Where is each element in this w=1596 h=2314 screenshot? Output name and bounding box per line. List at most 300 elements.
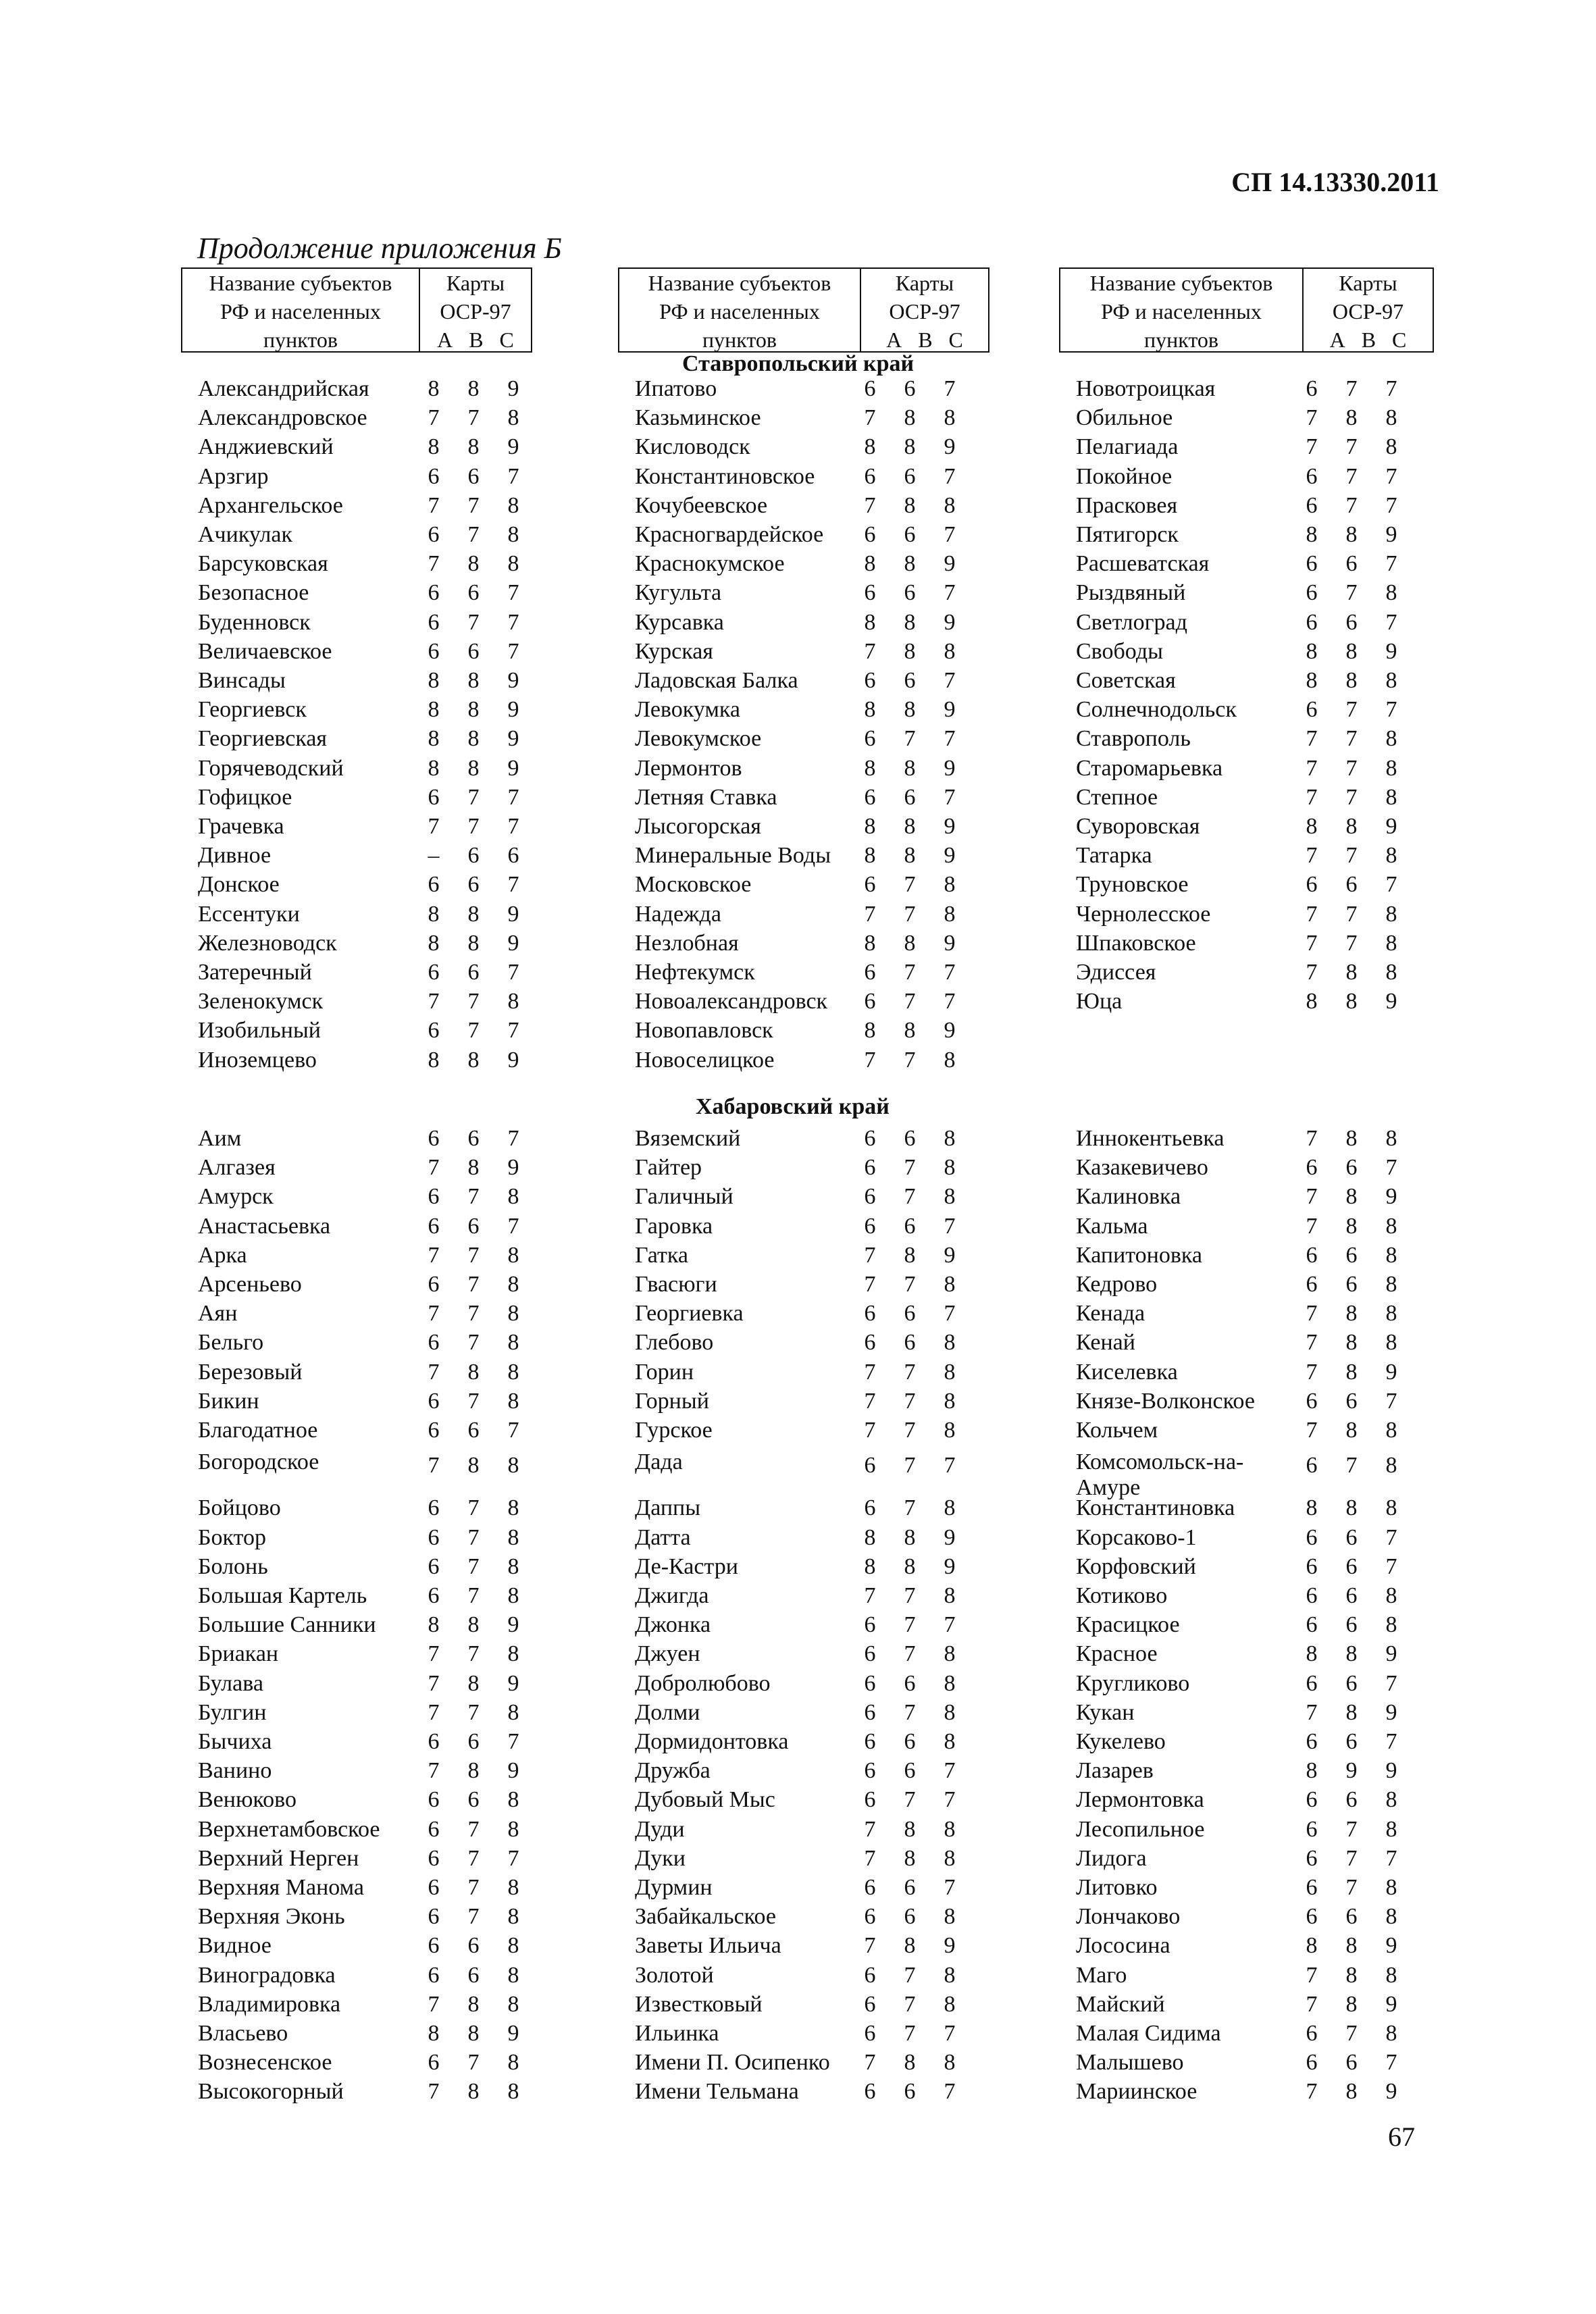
intensity-a: 6 — [864, 1729, 876, 1754]
intensity-a: 6 — [1306, 1524, 1318, 1550]
table-row — [181, 374, 532, 403]
intensity-a: 6 — [864, 1962, 876, 1988]
intensity-b: 8 — [904, 1553, 916, 1579]
settlement-name: Кочубеевское — [635, 492, 768, 518]
settlement-name: Затеречный — [198, 960, 312, 985]
intensity-b: 7 — [904, 1418, 916, 1443]
intensity-c: 7 — [507, 1418, 519, 1443]
intensity-c: 8 — [944, 1699, 956, 1725]
header-map-letter: C — [1392, 328, 1407, 352]
intensity-a: 7 — [864, 1388, 876, 1414]
intensity-b: 7 — [904, 1155, 916, 1181]
intensity-b: 6 — [1345, 872, 1358, 898]
settlement-name: Покойное — [1076, 463, 1173, 489]
table-row — [618, 1669, 989, 1698]
intensity-b: 6 — [1345, 1242, 1358, 1268]
table-row — [1059, 1552, 1434, 1581]
header-name-cell — [182, 269, 420, 351]
settlement-name: Казьминское — [635, 405, 761, 431]
settlement-name: Горный — [635, 1388, 709, 1414]
intensity-c: 7 — [944, 2079, 956, 2105]
table-row — [1059, 1182, 1434, 1211]
intensity-b: 7 — [467, 784, 480, 810]
intensity-a: 6 — [864, 1787, 876, 1813]
intensity-a: 6 — [1306, 1155, 1318, 1181]
intensity-c: 7 — [1385, 376, 1397, 401]
intensity-c: 9 — [944, 930, 956, 956]
intensity-c: 8 — [507, 1875, 519, 1900]
intensity-b: 7 — [904, 989, 916, 1014]
intensity-b: 7 — [467, 1184, 480, 1210]
intensity-b: 6 — [904, 376, 916, 401]
intensity-b: 8 — [467, 755, 480, 781]
intensity-b: 6 — [904, 522, 916, 547]
page-number: 67 — [1388, 2122, 1415, 2152]
table-row — [618, 783, 989, 812]
settlement-name: Верхний Нерген — [198, 1845, 359, 1871]
table-row — [618, 462, 989, 491]
intensity-c: 9 — [1385, 1758, 1397, 1784]
intensity-b: 7 — [467, 1553, 480, 1579]
intensity-b: 8 — [467, 1670, 480, 1696]
table-row — [618, 637, 989, 666]
intensity-a: 7 — [1306, 960, 1318, 985]
settlement-name: Светлоград — [1076, 609, 1187, 635]
intensity-c: 7 — [1385, 492, 1397, 518]
header-map-letter: A — [1329, 328, 1345, 352]
settlement-name: Казакевичево — [1076, 1155, 1208, 1181]
intensity-a: 7 — [1306, 1213, 1318, 1239]
intensity-c: 7 — [1385, 463, 1397, 489]
table-row — [618, 987, 989, 1016]
settlement-name: Летняя Ставка — [635, 784, 777, 810]
header-maps-line: ОСР-97 — [1332, 299, 1404, 324]
intensity-b: 8 — [467, 901, 480, 927]
header-abc — [420, 326, 531, 354]
intensity-b: 6 — [904, 2079, 916, 2105]
section-title-stavropol: Ставропольский край — [682, 351, 915, 376]
table-row — [1059, 724, 1434, 753]
intensity-c: 9 — [1385, 814, 1397, 839]
intensity-a: 6 — [1306, 1875, 1318, 1900]
table-row — [181, 695, 532, 724]
table-row — [618, 1727, 989, 1756]
intensity-c: 9 — [507, 1670, 519, 1696]
table-row — [181, 958, 532, 987]
intensity-c: 8 — [507, 1388, 519, 1414]
intensity-a: 6 — [1306, 1816, 1318, 1842]
settlement-name: Глебово — [635, 1330, 714, 1356]
table-row — [1059, 812, 1434, 841]
intensity-a: 6 — [1306, 1612, 1318, 1638]
settlement-name: Незлобная — [635, 930, 739, 956]
intensity-c: 8 — [507, 1453, 519, 1479]
table-row — [618, 1387, 989, 1416]
intensity-a: 7 — [428, 1670, 440, 1696]
intensity-c: 8 — [507, 1904, 519, 1930]
intensity-a: 6 — [864, 1699, 876, 1725]
intensity-c: 9 — [944, 1553, 956, 1579]
settlement-name: Дормидонтовка — [635, 1729, 789, 1754]
intensity-c: 8 — [1385, 1904, 1397, 1930]
table-row — [1059, 666, 1434, 695]
intensity-b: 8 — [1345, 1991, 1358, 2017]
intensity-a: 7 — [428, 989, 440, 1014]
intensity-b: 8 — [904, 1933, 916, 1959]
intensity-a: 6 — [428, 638, 440, 664]
header-maps-line: ОСР-97 — [889, 299, 960, 324]
intensity-a: 6 — [864, 1184, 876, 1210]
intensity-b: 7 — [467, 2050, 480, 2076]
intensity-b: 7 — [1345, 2021, 1358, 2046]
intensity-c: 8 — [507, 1816, 519, 1842]
intensity-c: 8 — [1385, 901, 1397, 927]
intensity-a: 8 — [864, 1018, 876, 1044]
settlement-name: Кукан — [1076, 1699, 1135, 1725]
table-row — [1059, 462, 1434, 491]
header-name-cell — [1060, 269, 1304, 351]
intensity-b: 6 — [467, 1418, 480, 1443]
settlement-name: Ильинка — [635, 2021, 719, 2046]
intensity-b: 8 — [1345, 1418, 1358, 1443]
table-row — [1059, 987, 1434, 1016]
table-row — [1059, 841, 1434, 870]
intensity-a: 7 — [1306, 843, 1318, 869]
intensity-b: 7 — [467, 814, 480, 839]
intensity-b: 7 — [1345, 930, 1358, 956]
table-row — [618, 491, 989, 520]
header-name-line: Название субъектов — [1089, 271, 1273, 295]
intensity-a: 7 — [1306, 1418, 1318, 1443]
intensity-c: 8 — [1385, 1418, 1397, 1443]
intensity-a: 6 — [1306, 2050, 1318, 2076]
intensity-c: 8 — [944, 1155, 956, 1181]
table-row — [618, 958, 989, 987]
settlement-name: Константиновка — [1076, 1495, 1235, 1521]
intensity-b: 6 — [467, 638, 480, 664]
intensity-b: 6 — [467, 580, 480, 606]
intensity-a: 6 — [864, 1213, 876, 1239]
table-row — [1059, 1756, 1434, 1785]
intensity-a: 6 — [428, 463, 440, 489]
table-row — [1059, 1328, 1434, 1357]
table-row — [618, 374, 989, 403]
settlement-name: Березовый — [198, 1359, 303, 1385]
settlement-name: Боктор — [198, 1524, 267, 1550]
intensity-c: 7 — [507, 1213, 519, 1239]
header-maps-line: Карты — [895, 271, 954, 295]
table-row — [618, 1931, 989, 1960]
intensity-a: 8 — [1306, 1933, 1318, 1959]
table-row — [181, 929, 532, 958]
settlement-name: Дивное — [198, 843, 272, 869]
intensity-b: 8 — [1345, 989, 1358, 1014]
intensity-b: 6 — [467, 1729, 480, 1754]
table-row — [181, 1727, 532, 1756]
table-row — [181, 1610, 532, 1639]
intensity-c: 8 — [1385, 1962, 1397, 1988]
intensity-b: 7 — [904, 726, 916, 752]
intensity-a: 8 — [864, 1524, 876, 1550]
settlement-name: Имени Тельмана — [635, 2079, 799, 2105]
table-row — [618, 1581, 989, 1610]
intensity-c: 9 — [507, 668, 519, 693]
settlement-name: Солнечнодольск — [1076, 697, 1237, 723]
intensity-a: 6 — [428, 1213, 440, 1239]
settlement-name: Известковый — [635, 1991, 763, 2017]
intensity-b: 7 — [467, 522, 480, 547]
intensity-c: 7 — [507, 1018, 519, 1044]
table-row — [181, 1153, 532, 1182]
intensity-c: 8 — [507, 989, 519, 1014]
header-abc — [1304, 326, 1433, 354]
table-row — [1059, 1990, 1434, 2019]
settlement-name: Степное — [1076, 784, 1158, 810]
intensity-a: 8 — [864, 755, 876, 781]
table-row — [618, 1756, 989, 1785]
intensity-b: 6 — [1345, 609, 1358, 635]
intensity-b: 7 — [467, 1018, 480, 1044]
intensity-b: 7 — [1345, 376, 1358, 401]
intensity-c: 7 — [944, 1612, 956, 1638]
table-row — [618, 1153, 989, 1182]
settlement-name: Дурмин — [635, 1875, 713, 1900]
intensity-c: 7 — [507, 960, 519, 985]
intensity-c: 8 — [1385, 1583, 1397, 1608]
intensity-c: 7 — [944, 463, 956, 489]
intensity-a: 7 — [1306, 1301, 1318, 1327]
header-name-line: пунктов — [263, 328, 338, 352]
intensity-a: 6 — [864, 1641, 876, 1667]
table-row — [618, 1416, 989, 1445]
intensity-b: 8 — [904, 1018, 916, 1044]
intensity-a: 7 — [864, 1359, 876, 1385]
intensity-b: 8 — [904, 930, 916, 956]
intensity-a: 6 — [864, 784, 876, 810]
intensity-c: 8 — [944, 1126, 956, 1151]
table-row — [181, 1756, 532, 1785]
settlement-name: Джонка — [635, 1612, 711, 1638]
intensity-a: 6 — [428, 522, 440, 547]
intensity-c: 7 — [944, 1301, 956, 1327]
table-row — [618, 549, 989, 578]
table-row — [1059, 491, 1434, 520]
intensity-c: 7 — [944, 726, 956, 752]
settlement-name: Величаевское — [198, 638, 332, 664]
intensity-b: 7 — [467, 1524, 480, 1550]
intensity-a: 6 — [428, 1553, 440, 1579]
intensity-b: 8 — [1345, 1699, 1358, 1725]
table-row — [181, 754, 532, 783]
intensity-a: 7 — [1306, 930, 1318, 956]
table-row — [618, 1270, 989, 1299]
settlement-name: Виноградовка — [198, 1962, 336, 1988]
intensity-b: 7 — [1345, 580, 1358, 606]
table-row — [1059, 1241, 1434, 1270]
intensity-c: 7 — [507, 1126, 519, 1151]
intensity-b: 8 — [1345, 405, 1358, 431]
section-title-khabarovsk: Хабаровский край — [696, 1094, 890, 1119]
intensity-c: 8 — [944, 1388, 956, 1414]
intensity-a: 8 — [1306, 989, 1318, 1014]
intensity-b: 6 — [1345, 1787, 1358, 1813]
header-name-line: РФ и населенных — [1101, 299, 1262, 324]
intensity-c: 9 — [507, 1758, 519, 1784]
settlement-name: Галичный — [635, 1184, 733, 1210]
settlement-name: Верхняя Эконь — [198, 1904, 345, 1930]
intensity-a: 8 — [428, 2021, 440, 2046]
intensity-a: 8 — [1306, 1641, 1318, 1667]
settlement-name: Александрийская — [198, 376, 369, 401]
intensity-b: 8 — [904, 1845, 916, 1871]
intensity-c: 7 — [507, 784, 519, 810]
intensity-a: 6 — [428, 609, 440, 635]
intensity-c: 8 — [507, 1787, 519, 1813]
intensity-b: 6 — [1345, 1583, 1358, 1608]
header-name-line: Название субъектов — [209, 271, 392, 295]
settlement-name: Большая Картель — [198, 1583, 367, 1608]
intensity-c: 7 — [944, 2021, 956, 2046]
intensity-a: 7 — [1306, 755, 1318, 781]
header-name-line: РФ и населенных — [659, 299, 820, 324]
table-row — [181, 608, 532, 637]
intensity-a: 7 — [428, 492, 440, 518]
intensity-c: 9 — [507, 434, 519, 460]
table-row — [618, 695, 989, 724]
table-row — [181, 724, 532, 753]
settlement-name: Кукелево — [1076, 1729, 1166, 1754]
settlement-name: Лидога — [1076, 1845, 1147, 1871]
header-maps-cell — [1304, 269, 1433, 351]
table-row — [181, 1358, 532, 1387]
intensity-a: 6 — [1306, 1904, 1318, 1930]
intensity-c: 7 — [1385, 1524, 1397, 1550]
intensity-c: 8 — [1385, 1495, 1397, 1521]
intensity-a: 7 — [1306, 726, 1318, 752]
intensity-b: 8 — [467, 1359, 480, 1385]
settlement-name: Лончаково — [1076, 1904, 1181, 1930]
table-row — [181, 1639, 532, 1668]
intensity-c: 8 — [507, 1184, 519, 1210]
table-row — [618, 754, 989, 783]
intensity-c: 9 — [1385, 2079, 1397, 2105]
intensity-c: 8 — [507, 522, 519, 547]
intensity-c: 8 — [1385, 580, 1397, 606]
intensity-b: 8 — [1345, 522, 1358, 547]
intensity-b: 6 — [1345, 1388, 1358, 1414]
intensity-a: 6 — [428, 1418, 440, 1443]
settlement-name: Заветы Ильича — [635, 1933, 781, 1959]
settlement-name: Георгиевка — [635, 1301, 744, 1327]
table-row — [181, 987, 532, 1016]
settlement-name: Кугульта — [635, 580, 722, 606]
intensity-c: 9 — [507, 1612, 519, 1638]
intensity-c: 8 — [507, 2079, 519, 2105]
table-row — [618, 870, 989, 899]
intensity-b: 6 — [904, 1213, 916, 1239]
table-row — [181, 462, 532, 491]
settlement-name: Бикин — [198, 1388, 259, 1414]
intensity-a: 7 — [864, 1272, 876, 1297]
intensity-b: 7 — [1345, 1816, 1358, 1842]
intensity-b: 8 — [904, 1524, 916, 1550]
table-row — [1059, 578, 1434, 607]
intensity-c: 8 — [944, 1359, 956, 1385]
intensity-b: 8 — [904, 697, 916, 723]
settlement-name: Барсуковская — [198, 551, 328, 577]
intensity-b: 6 — [904, 1758, 916, 1784]
intensity-b: 8 — [904, 551, 916, 577]
table-row — [1059, 1844, 1434, 1873]
intensity-c: 9 — [1385, 989, 1397, 1014]
intensity-b: 6 — [904, 1904, 916, 1930]
intensity-c: 8 — [1385, 1330, 1397, 1356]
settlement-name: Долми — [635, 1699, 700, 1725]
intensity-a: 7 — [428, 1359, 440, 1385]
intensity-a: 6 — [864, 1453, 876, 1479]
intensity-b: 7 — [467, 1875, 480, 1900]
intensity-c: 9 — [1385, 1933, 1397, 1959]
settlement-name: Горячеводский — [198, 755, 344, 781]
intensity-b: 7 — [467, 1272, 480, 1297]
intensity-a: 8 — [1306, 522, 1318, 547]
table-row — [618, 608, 989, 637]
settlement-name: Горин — [635, 1359, 694, 1385]
intensity-b: 7 — [467, 1845, 480, 1871]
settlement-name: Ипатово — [635, 376, 717, 401]
settlement-name: Кольчем — [1076, 1418, 1158, 1443]
intensity-b: 7 — [467, 1388, 480, 1414]
settlement-name: Кисловодск — [635, 434, 750, 460]
intensity-a: 6 — [1306, 872, 1318, 898]
intensity-c: 7 — [1385, 1388, 1397, 1414]
header-maps-line: Карты — [446, 271, 505, 295]
settlement-name: Иноземцево — [198, 1047, 317, 1073]
intensity-b: 8 — [467, 930, 480, 956]
table-row — [1059, 783, 1434, 812]
settlement-name: Забайкальское — [635, 1904, 776, 1930]
settlement-name: Датта — [635, 1524, 691, 1550]
intensity-b: 8 — [467, 1155, 480, 1181]
table-row — [618, 1182, 989, 1211]
header-maps-cell — [861, 269, 988, 351]
intensity-a: 7 — [864, 1583, 876, 1608]
settlement-name: Левокумка — [635, 697, 740, 723]
intensity-a: 6 — [428, 1845, 440, 1871]
table-row — [181, 1416, 532, 1445]
intensity-a: 8 — [864, 930, 876, 956]
intensity-b: 7 — [904, 1495, 916, 1521]
table-row — [618, 520, 989, 549]
intensity-a: 6 — [428, 1875, 440, 1900]
settlement-name: Георгиевск — [198, 697, 307, 723]
intensity-a: 7 — [1306, 901, 1318, 927]
table-row — [181, 549, 532, 578]
settlement-name: Гвасюги — [635, 1272, 717, 1297]
intensity-a: 7 — [428, 551, 440, 577]
settlement-name: Капитоновка — [1076, 1242, 1203, 1268]
intensity-a: 7 — [428, 1699, 440, 1725]
intensity-c: 8 — [944, 405, 956, 431]
intensity-c: 7 — [1385, 1553, 1397, 1579]
intensity-a: 7 — [428, 1242, 440, 1268]
intensity-b: 7 — [904, 1962, 916, 1988]
settlement-name: Лермонтов — [635, 755, 742, 781]
intensity-c: 9 — [944, 843, 956, 869]
intensity-a: 6 — [1306, 697, 1318, 723]
intensity-c: 8 — [507, 1242, 519, 1268]
table-column-1 — [181, 267, 532, 2105]
